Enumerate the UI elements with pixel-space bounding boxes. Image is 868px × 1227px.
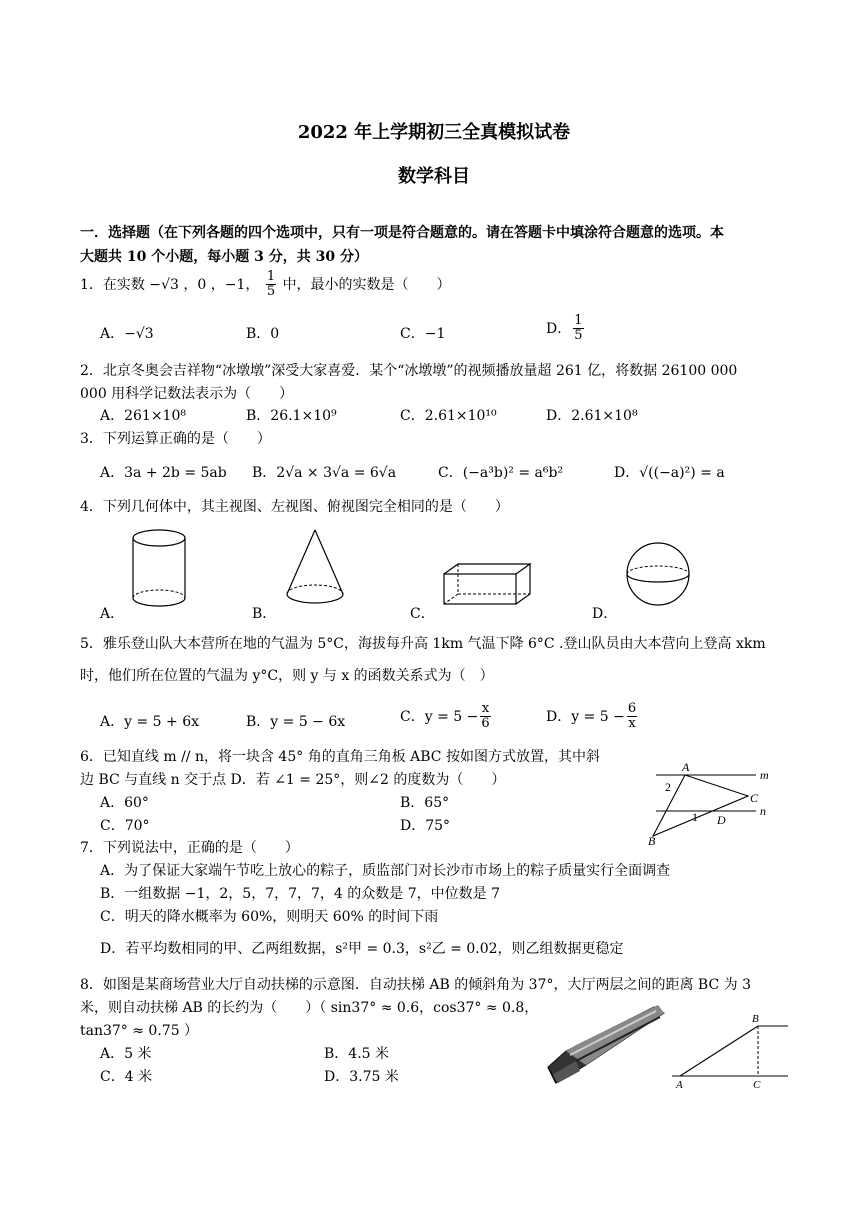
q4-option-b: B．: [252, 606, 277, 622]
q3-option-d: D．√((−a)²) = a: [614, 465, 725, 481]
q7-option-b: B．一组数据 −1，2，5，7，7，7，4 的众数是 7，中位数是 7: [100, 886, 500, 902]
question-1: [80, 270, 451, 300]
fig6-label-1: 1: [692, 810, 698, 824]
question-3: 3．下列运算正确的是（ ）: [80, 431, 271, 447]
section-heading-line2: 大题共 10 个小题，每小题 3 分，共 30 分）: [80, 249, 368, 265]
q8-option-a: A．5 米: [100, 1046, 152, 1062]
sphere-figure: [624, 540, 694, 610]
q1-option-a: A．−√3: [100, 326, 154, 342]
q3-option-a: A．3a + 2b = 5ab: [100, 465, 227, 481]
q6-option-b: B．65°: [400, 795, 450, 811]
q3-option-b: B．2√a × 3√a = 6√a: [252, 465, 397, 481]
q6-option-c: C．70°: [100, 818, 150, 834]
question-2-line1: 2．北京冬奥会吉祥物“冰墩墩”深受大家喜爱．某个“冰墩墩”的视频播放量超 261 亿，将数据 26100 000: [80, 363, 738, 379]
question-4: 4．下列几何体中，其主视图、左视图、俯视图完全相同的是（ ）: [80, 499, 509, 515]
q5-option-b: B．y = 5 − 6x: [246, 714, 346, 730]
q2-option-b: B．26.1×10⁹: [246, 408, 337, 424]
question-8-line2: 米，则自动扶梯 AB 的长约为（ ）（ sin37° ≈ 0.6，cos37° ≈ 0.8，: [80, 1000, 539, 1016]
page-subtitle: 数学科目: [398, 166, 470, 187]
q7-option-c: C．明天的降水概率为 60%，则明天 60% 的时间下雨: [100, 909, 439, 925]
q1-fraction: $\frac{1}{5}$: [266, 269, 276, 300]
q3-option-c: C．(−a³b)² = a⁶b²: [438, 465, 564, 481]
q4-option-a: A．: [100, 606, 125, 622]
question-6-line1: 6．已知直线 m // n，将一块含 45° 角的直角三角板 ABC 按如图方式放置，其中斜: [80, 749, 600, 765]
q1-stem-pre: 1．在实数 −√3 ，0 ，−1，: [80, 276, 260, 293]
q8-option-d: D．3.75 米: [324, 1069, 399, 1085]
question-8-line3: tan37° ≈ 0.75 ）: [80, 1023, 199, 1039]
cylinder-figure: [128, 528, 192, 610]
fig8-label-a: A: [676, 1079, 683, 1091]
q2-option-a: A．261×10⁸: [100, 408, 186, 424]
fig6-label-d: D: [717, 813, 726, 827]
fig8-label-b: B: [752, 1013, 759, 1025]
q4-option-c: C．: [410, 606, 435, 622]
q1-option-c: C．−1: [400, 326, 446, 342]
escalator-diagram: [668, 1012, 790, 1092]
q6-option-a: A．60°: [100, 795, 149, 811]
parallel-lines-triangle-figure: [650, 760, 780, 848]
escalator-photo: [546, 1005, 668, 1085]
q7-option-d: D．若平均数相同的甲、乙两组数据，s²甲 = 0.3，s²乙 = 0.02，则乙组数据更稳定: [100, 941, 624, 957]
q2-option-d: D．2.61×10⁸: [546, 408, 638, 424]
fig8-label-c: C: [753, 1079, 761, 1091]
q2-option-c: C．2.61×10¹⁰: [400, 408, 497, 424]
q4-option-d: D．: [592, 606, 618, 622]
fig6-label-m: m: [760, 768, 769, 782]
cuboid-figure: [440, 560, 534, 608]
fig6-label-b: B: [648, 834, 656, 848]
q1-stem-post: 中，最小的实数是（ ）: [282, 276, 451, 293]
q5-option-a: A．y = 5 + 6x: [100, 714, 199, 730]
question-2-line2: 000 用科学记数法表示为（ ）: [80, 386, 294, 402]
q5-option-c: C．y = 5 − $\frac{x}{6}$: [400, 701, 490, 732]
cone-figure: [282, 528, 348, 610]
fig6-label-a: A: [682, 760, 690, 774]
question-5-line1: 5．雅乐登山队大本营所在地的气温为 5°C，海拔每升高 1km 气温下降 6°C .登山队员由大本营向上登高 xkm: [80, 636, 766, 652]
question-8-line1: 8．如图是某商场营业大厅自动扶梯的示意图．自动扶梯 AB 的倾斜角为 37°，大厅两层之间的距离 BC 为 3: [80, 977, 751, 993]
fig6-label-n: n: [760, 804, 766, 818]
q8-option-b: B．4.5 米: [324, 1046, 390, 1062]
q1-option-b: B．0: [246, 326, 280, 342]
page-title: 2022 年上学期初三全真模拟试卷: [297, 122, 571, 143]
q6-option-d: D．75°: [400, 818, 451, 834]
fig6-label-c: C: [750, 791, 759, 805]
fig6-label-2: 2: [665, 780, 671, 794]
question-6-line2: 边 BC 与直线 n 交于点 D．若 ∠1 = 25°，则∠2 的度数为（ ）: [80, 772, 506, 788]
question-5-line2: 时，他们所在位置的气温为 y°C，则 y 与 x 的函数关系式为（ ）: [80, 668, 494, 684]
section-heading-line1: 一．选择题（在下列各题的四个选项中，只有一项是符合题意的。请在答题卡中填涂符合题意的选项。本: [80, 225, 724, 241]
question-7: 7．下列说法中，正确的是（ ）: [80, 840, 299, 856]
q5-option-d: D．y = 5 − $\frac{6}{x}$: [546, 701, 637, 732]
q7-option-a: A．为了保证大家端午节吃上放心的粽子，质监部门对长沙市市场上的粽子质量实行全面调查: [100, 863, 671, 879]
q1-option-d: D． $\frac{1}{5}$: [546, 313, 583, 344]
q8-option-c: C．4 米: [100, 1069, 153, 1085]
